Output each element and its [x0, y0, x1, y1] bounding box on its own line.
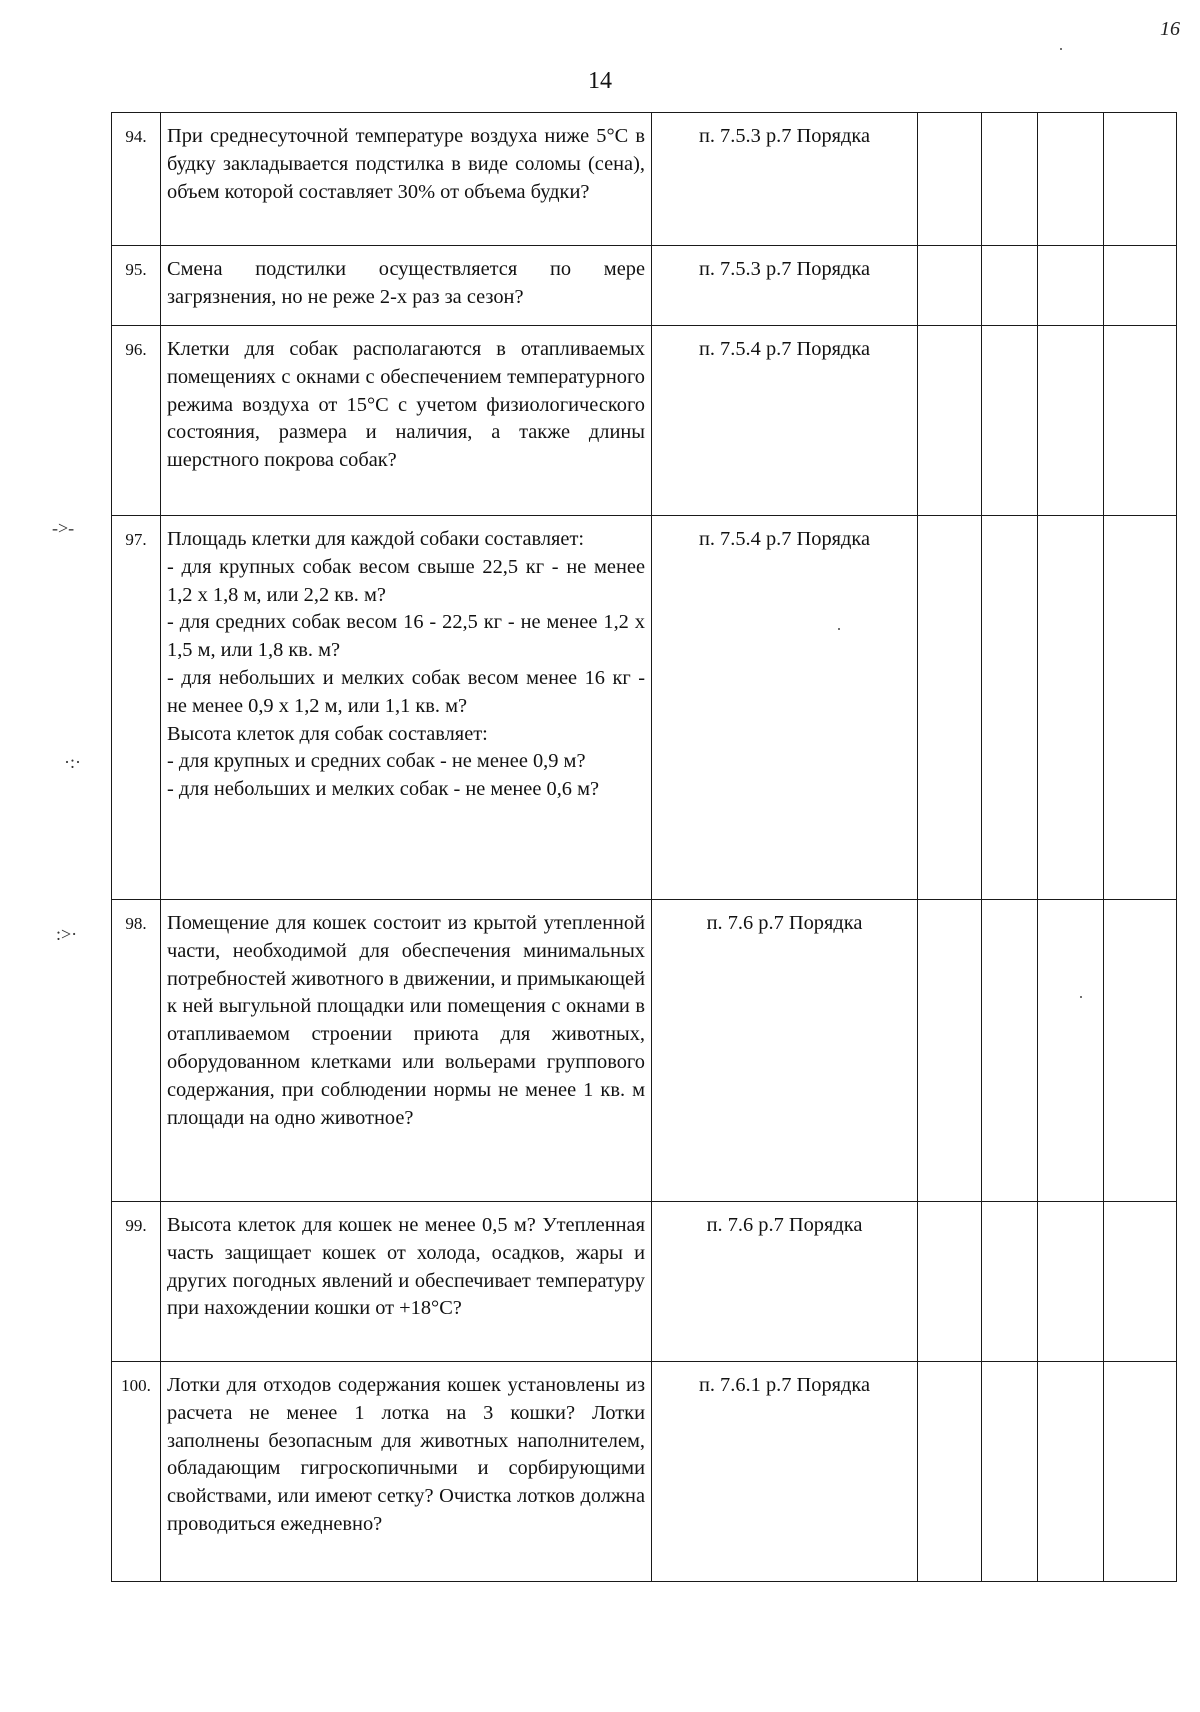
reference-text: п. 7.6 р.7 Порядка: [652, 900, 918, 1202]
row-number: 100.: [112, 1362, 161, 1582]
question-line: - для средних собак весом 16 - 22,5 кг - не менее 1,2 х 1,5 м, или 1,8 кв. м?: [167, 611, 645, 662]
question-line: - для крупных собак весом свыше 22,5 кг - не менее 1,2 х 1,8 м, или 2,2 кв. м?: [167, 555, 645, 606]
answer-cell[interactable]: [1038, 246, 1104, 326]
answer-cell[interactable]: [982, 113, 1038, 246]
answer-cell[interactable]: [1038, 1362, 1104, 1582]
question-line: - для небольших и мелких собак - не менее 0,6 м?: [167, 778, 600, 801]
reference-text: п. 7.5.4 р.7 Порядка: [652, 326, 918, 516]
answer-cell[interactable]: [982, 900, 1038, 1202]
question-line: - для крупных и средних собак - не менее 0,9 м?: [167, 750, 586, 773]
page-number: 14: [588, 68, 612, 94]
table-row: [112, 326, 1177, 516]
question-line: - для небольших и мелких собак весом менее 16 кг - не менее 0,9 х 1,2 м, или 1,1 кв. м?: [167, 666, 645, 717]
answer-cell[interactable]: [918, 900, 982, 1202]
question-text: Смена подстилки осуществляется по мере загрязнения, но не реже 2-х раз за сезон?: [161, 246, 652, 326]
question-text: [161, 516, 652, 900]
handwritten-page-note: 16: [1160, 18, 1180, 40]
answer-cell[interactable]: [918, 516, 982, 900]
answer-cell[interactable]: [1038, 516, 1104, 900]
answer-cell[interactable]: [918, 246, 982, 326]
table-row: [112, 1202, 1177, 1362]
answer-cell[interactable]: [918, 1362, 982, 1582]
answer-cell[interactable]: [982, 516, 1038, 900]
answer-cell[interactable]: [918, 113, 982, 246]
answer-cell[interactable]: [1104, 326, 1177, 516]
answer-cell[interactable]: [1038, 113, 1104, 246]
table-row: [112, 113, 1177, 246]
question-text: Помещение для кошек состоит из крытой утепленной части, необходимой для обеспечения минимальных потребностей животного в движении, и примыкающей к ней выгульной площадки или помещения с окнами в отапливаемом строении приюта для животных, оборудованном клетками или вольерами группового содержания, при соблюдении нормы не менее 1 кв. м площади на одно животное?: [161, 900, 652, 1202]
margin-punch-mark: :>·: [56, 924, 78, 944]
table-row: [112, 246, 1177, 326]
question-line: Высота клеток для собак составляет:: [167, 722, 488, 745]
reference-text: п. 7.6.1 р.7 Порядка: [652, 1362, 918, 1582]
answer-cell[interactable]: [1038, 326, 1104, 516]
table-row: [112, 516, 1177, 900]
answer-cell[interactable]: [1038, 900, 1104, 1202]
answer-cell[interactable]: [918, 1202, 982, 1362]
row-number: 99.: [112, 1202, 161, 1362]
row-number: 94.: [112, 113, 161, 246]
margin-punch-mark: ·:·: [64, 752, 81, 772]
answer-cell[interactable]: [1104, 900, 1177, 1202]
row-number: 95.: [112, 246, 161, 326]
reference-text: п. 7.5.3 р.7 Порядка: [652, 113, 918, 246]
answer-cell[interactable]: [918, 326, 982, 516]
question-text: Клетки для собак располагаются в отапливаемых помещениях с окнами с обеспечением температурного режима воздуха от 15°С с учетом физиологического состояния, размера и наличия, а также длины шерстного покрова собак?: [161, 326, 652, 516]
reference-text: п. 7.5.3 р.7 Порядка: [652, 246, 918, 326]
table-row: [112, 900, 1177, 1202]
scan-speck: [1060, 48, 1062, 50]
table-row: [112, 1362, 1177, 1582]
answer-cell[interactable]: [1104, 1202, 1177, 1362]
answer-cell[interactable]: [982, 326, 1038, 516]
reference-text: п. 7.5.4 р.7 Порядка: [652, 516, 918, 900]
reference-text: п. 7.6 р.7 Порядка: [652, 1202, 918, 1362]
answer-cell[interactable]: [982, 1362, 1038, 1582]
checklist-table: [111, 112, 1177, 1582]
answer-cell[interactable]: [1104, 516, 1177, 900]
answer-cell[interactable]: [1038, 1202, 1104, 1362]
answer-cell[interactable]: [1104, 113, 1177, 246]
margin-punch-mark: ->-: [52, 518, 75, 538]
question-text: При среднесуточной температуре воздуха ниже 5°С в будку закладывается подстилка в виде соломы (сена), объем которой составляет 30% от объема будки?: [161, 113, 652, 246]
question-line: Площадь клетки для каждой собаки составляет:: [167, 528, 585, 550]
answer-cell[interactable]: [982, 1202, 1038, 1362]
answer-cell[interactable]: [982, 246, 1038, 326]
row-number: 97.: [112, 516, 161, 900]
answer-cell[interactable]: [1104, 246, 1177, 326]
question-text: Лотки для отходов содержания кошек установлены из расчета не менее 1 лотка на 3 кошки? Лотки заполнены безопасным для животных наполнителем, обладающим гигроскопичными и сорбирующими свойствами, или имеют сетку? Очистка лотков должна проводиться ежедневно?: [161, 1362, 652, 1582]
question-text: Высота клеток для кошек не менее 0,5 м? Утепленная часть защищает кошек от холода, осадков, жары и других погодных явлений и обеспечивает температуру при нахождении кошки от +18°С?: [161, 1202, 652, 1362]
row-number: 98.: [112, 900, 161, 1202]
row-number: 96.: [112, 326, 161, 516]
answer-cell[interactable]: [1104, 1362, 1177, 1582]
